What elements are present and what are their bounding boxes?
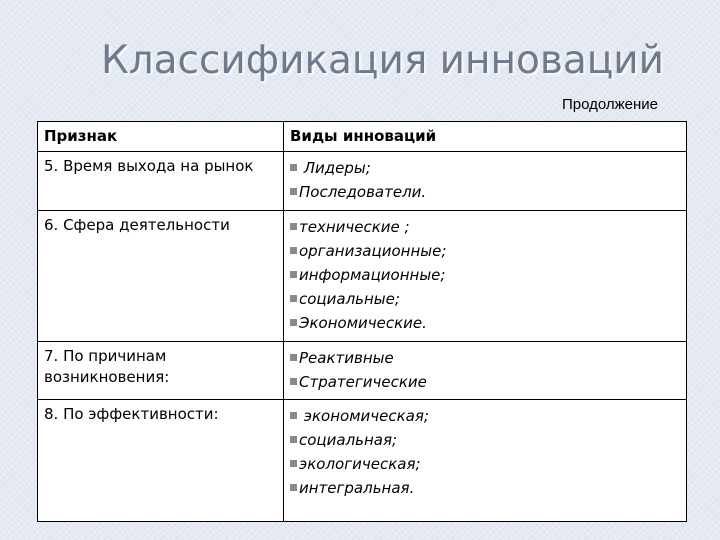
slide-title: Классификация инноваций (101, 38, 664, 83)
column-header-types: Виды инноваций (284, 122, 687, 152)
type-text: экологическая; (299, 455, 421, 473)
list-item (290, 370, 680, 394)
criterion-text: возникновения: (44, 368, 170, 386)
list-item (290, 287, 680, 311)
type-text: социальная; (299, 431, 398, 449)
square-bullet-icon (290, 436, 297, 443)
type-text: интегральная. (299, 479, 415, 497)
square-bullet-icon (290, 460, 297, 467)
criterion-text: 8. По эффективности: (44, 405, 219, 423)
criterion-cell (38, 400, 284, 522)
types-list (290, 215, 680, 335)
list-item (290, 156, 680, 180)
types-cell (284, 400, 687, 522)
criterion-text: 5. Время выхода на рынок (44, 157, 254, 175)
criterion-text: 6. Сфера деятельности (44, 216, 230, 234)
list-item (290, 476, 680, 500)
square-bullet-icon (290, 378, 297, 385)
type-text: социальные; (299, 290, 400, 308)
table-row (38, 152, 687, 211)
square-bullet-icon (290, 247, 297, 254)
type-text: информационные; (299, 266, 446, 284)
square-bullet-icon (290, 271, 297, 278)
table-row (38, 342, 687, 400)
types-cell (284, 152, 687, 211)
square-bullet-icon (290, 354, 297, 361)
type-text: экономическая; (299, 407, 429, 425)
square-bullet-icon (290, 164, 297, 171)
column-header-criterion: Признак (38, 122, 284, 152)
types-cell (284, 342, 687, 400)
list-item (290, 404, 680, 428)
square-bullet-icon (290, 319, 297, 326)
innovation-classification-table (37, 121, 687, 522)
list-item (290, 239, 680, 263)
square-bullet-icon (290, 223, 297, 230)
types-list (290, 156, 680, 204)
table-row (38, 400, 687, 522)
list-item (290, 428, 680, 452)
types-list (290, 404, 680, 500)
type-text: Лидеры; (299, 159, 371, 177)
list-item (290, 263, 680, 287)
table-header-row (38, 122, 687, 152)
type-text: организационные; (299, 242, 447, 260)
square-bullet-icon (290, 188, 297, 195)
slide-subtitle: Продолжение (561, 96, 658, 113)
criterion-text: 7. По причинам (44, 347, 167, 365)
list-item (290, 311, 680, 335)
table-row (38, 211, 687, 342)
square-bullet-icon (290, 412, 297, 419)
square-bullet-icon (290, 295, 297, 302)
criterion-cell (38, 211, 284, 342)
types-cell (284, 211, 687, 342)
list-item (290, 346, 680, 370)
type-text: Последователи. (299, 183, 427, 201)
list-item (290, 215, 680, 239)
type-text: Реактивные (299, 349, 394, 367)
types-list (290, 346, 680, 394)
list-item (290, 180, 680, 204)
criterion-cell (38, 342, 284, 400)
list-item (290, 452, 680, 476)
criterion-cell (38, 152, 284, 211)
square-bullet-icon (290, 484, 297, 491)
type-text: Экономические. (299, 314, 427, 332)
type-text: технические ; (299, 218, 410, 236)
type-text: Стратегические (299, 373, 427, 391)
